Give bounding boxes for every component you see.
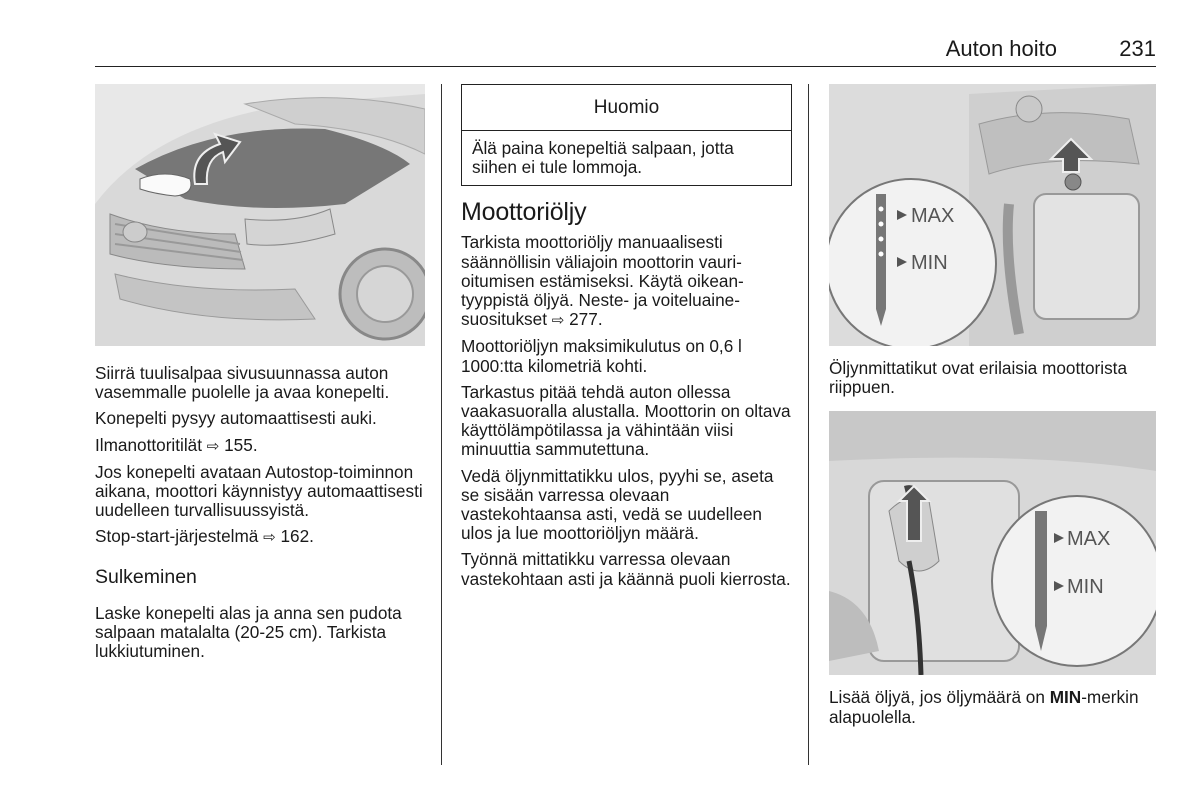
- paragraph: Konepelti pysyy automaattisesti auki.: [95, 408, 377, 429]
- paragraph: Laske konepelti alas ja anna sen pudota salpaan matalalta (20-25 cm). Tarkista lukkiutuminen.: [95, 602, 402, 662]
- caption-text: Lisää öljyä, jos öljymäärä on: [829, 687, 1050, 708]
- column-3: [829, 84, 1156, 734]
- max-label: MAX: [911, 205, 955, 227]
- page-reference[interactable]: 162: [280, 526, 310, 547]
- min-label: MIN: [1067, 576, 1104, 599]
- note-box: [461, 84, 792, 186]
- dipstick-illustration-1: [829, 84, 1156, 346]
- figure-caption: Öljynmittatikut ovat erilaisia moottorista riippuen.: [829, 358, 1128, 398]
- page-reference[interactable]: 277: [569, 309, 598, 330]
- note-title: Huomio: [462, 85, 791, 131]
- paragraph-text: Stop-start-järjestelmä: [95, 526, 264, 547]
- hood-opening-illustration: [95, 84, 425, 346]
- paragraph-text: Tarkista moottoriöljy manuaalisesti säännöllisin väliajoin moottorin vaurioitumisen estämiseksi. Käytä oikeantyyppistä öljyä. Neste- ja voiteluainesuositukset: [461, 232, 744, 330]
- page-reference[interactable]: 155: [224, 434, 253, 455]
- max-label: MAX: [1067, 528, 1111, 551]
- column-divider: [441, 84, 442, 765]
- caption-emphasis: MIN: [1049, 687, 1082, 708]
- figure-caption: [829, 688, 1156, 726]
- column-divider: [808, 84, 809, 765]
- section-title: Auton hoito: [945, 36, 1057, 61]
- min-label: MIN: [911, 252, 948, 274]
- paragraph-text: Ilmanottoritilät: [95, 434, 207, 455]
- paragraph: Tarkastus pitää tehdä auton ollessa vaakasuoralla alustalla. Moottorin on oltava käyttölämpötilassa ja vähintään viisi minuuttia sammutettuna.: [461, 381, 791, 460]
- paragraph: Työnnä mittatikku varressa olevaan vastekohtaan asti ja käännä puoli kierrosta.: [461, 549, 791, 589]
- paragraph: Jos konepelti avataan Autostop-toiminnon aikana, moottori käynnistyy automaattisesti uudelleen turvallisuussyistä.: [95, 461, 423, 521]
- page-number: 231: [1119, 36, 1156, 61]
- section-heading: Sulkeminen: [95, 565, 197, 588]
- paragraph: Siirrä tuulisalpaa sivusuunnassa auton vasemmalle puolelle ja avaa konepelti.: [95, 363, 390, 403]
- paragraph: Stop-start-järjestelmä ⇨ 162.: [95, 526, 314, 547]
- paragraph: Ilmanottoritilät ⇨ 155.: [95, 434, 258, 455]
- xref-arrow-icon: ⇨: [206, 437, 220, 455]
- caption-text: -merkin alapuolella.: [829, 687, 1139, 727]
- header-rule: [95, 66, 1156, 67]
- note-body: Älä paina konepeltiä salpaan, jotta siihen ei tule lommoja.: [472, 138, 734, 178]
- paragraph: Moottoriöljyn maksimikulutus on 0,6 l 1000:tta kilometriä kohti.: [461, 336, 742, 376]
- column-1: [95, 84, 425, 668]
- paragraph: Vedä öljynmittatikku ulos, pyyhi se, aseta se sisään varressa olevaan vastekohtaansa asti, vedä se uudelleen ulos ja lue moottoriöljyn määrä.: [461, 465, 774, 544]
- section-heading: Moottoriöljy: [461, 198, 587, 227]
- xref-arrow-icon: ⇨: [551, 312, 565, 330]
- paragraph: Tarkista moottoriöljy manuaalisesti säännöllisin väliajoin moottorin vaurioitumisen estämiseksi. Käytä oikeantyyppistä öljyä. Neste- ja voiteluainesuositukset ⇨ 277.: [461, 232, 744, 330]
- dipstick-illustration-2: [829, 411, 1156, 675]
- column-2: [461, 84, 791, 596]
- xref-arrow-icon: ⇨: [263, 529, 276, 547]
